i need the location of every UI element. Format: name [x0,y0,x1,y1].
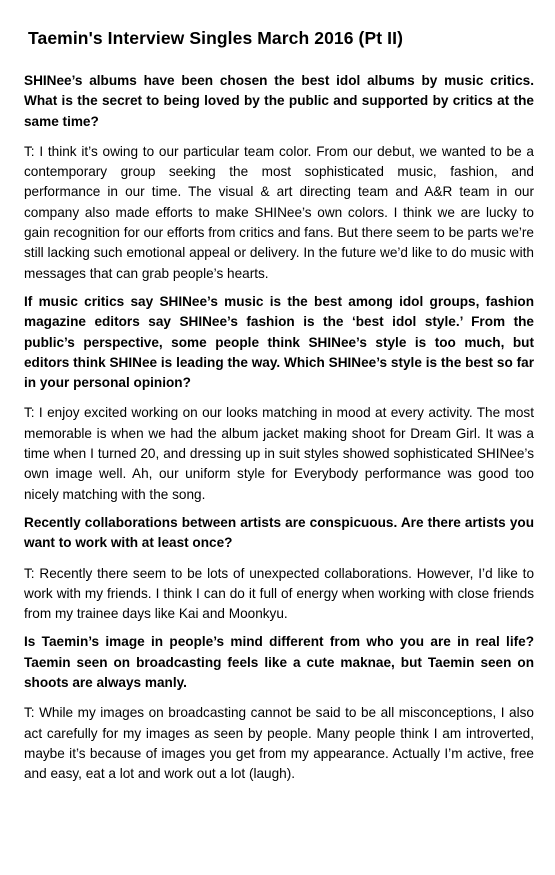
question-text: Is Taemin’s image in people’s mind different from who you are in real life? Taemin seen on broadcasting feels like a cute maknae, but Taemin seen on shoots are always manly. [24,634,534,691]
answer-text: T: Recently there seem to be lots of unexpected collaborations. However, I’d like to work with my friends. I think I can do it full of energy when working with close friends from my trainee days like Kai and Moonkyu. [24,565,534,622]
qa-block-3 [24,513,534,624]
qa-block-4 [24,632,534,784]
answer-text: T: I think it’s owing to our particular team color. From our debut, we wanted to be a contemporary group seeking the most sophisticated music, fashion, and performance in our time. The visual & art directing team and A&R team in our company also made efforts to make SHINee’s own colors. I think we are lucky to gain recognition for our efforts from critics and fans. But there seem to be parts we’re still lacking such emotional appeal or delivery. In the future we’d like to do music with messages that can grab people’s hearts. [24,143,534,281]
answer-text: T: I enjoy excited working on our looks matching in mood at every activity. The most memorable is when we had the album jacket making shoot for Dream Girl. It was a time when I turned 20, and dressing up in suit styles showed sophisticated SHINee’s own image well. Ah, our uniform style for Everybody performance was good too nicely matching with the song. [24,405,534,502]
answer-text: T: While my images on broadcasting cannot be said to be all misconceptions, I also act carefully for my images as seen by people. Many people think I am introverted, maybe it’s because of images you get from my appearance. Actually I’m active, free and easy, eat a lot and work out a lot (laugh). [24,705,534,782]
question-text: SHINee’s albums have been chosen the best idol albums by music critics. What is the secret to being loved by the public and supported by critics at the same time? [24,73,534,129]
question-text: Recently collaborations between artists are conspicuous. Are there artists you want to work with at least once? [24,514,534,551]
qa-block-2 [24,292,534,505]
document-page [24,28,534,793]
document-title: Taemin's Interview Singles March 2016 (Pt II) [28,28,403,48]
question-text: If music critics say SHINee’s music is the best among idol groups, fashion magazine editors say SHINee’s fashion is the ‘best idol style.’ From the public’s perspective, some people think SHINee’s style is too much, but editors think SHINee is leading the way. Which SHINee’s style is the best so far in your personal opinion? [24,293,534,391]
qa-block-1 [24,71,534,284]
